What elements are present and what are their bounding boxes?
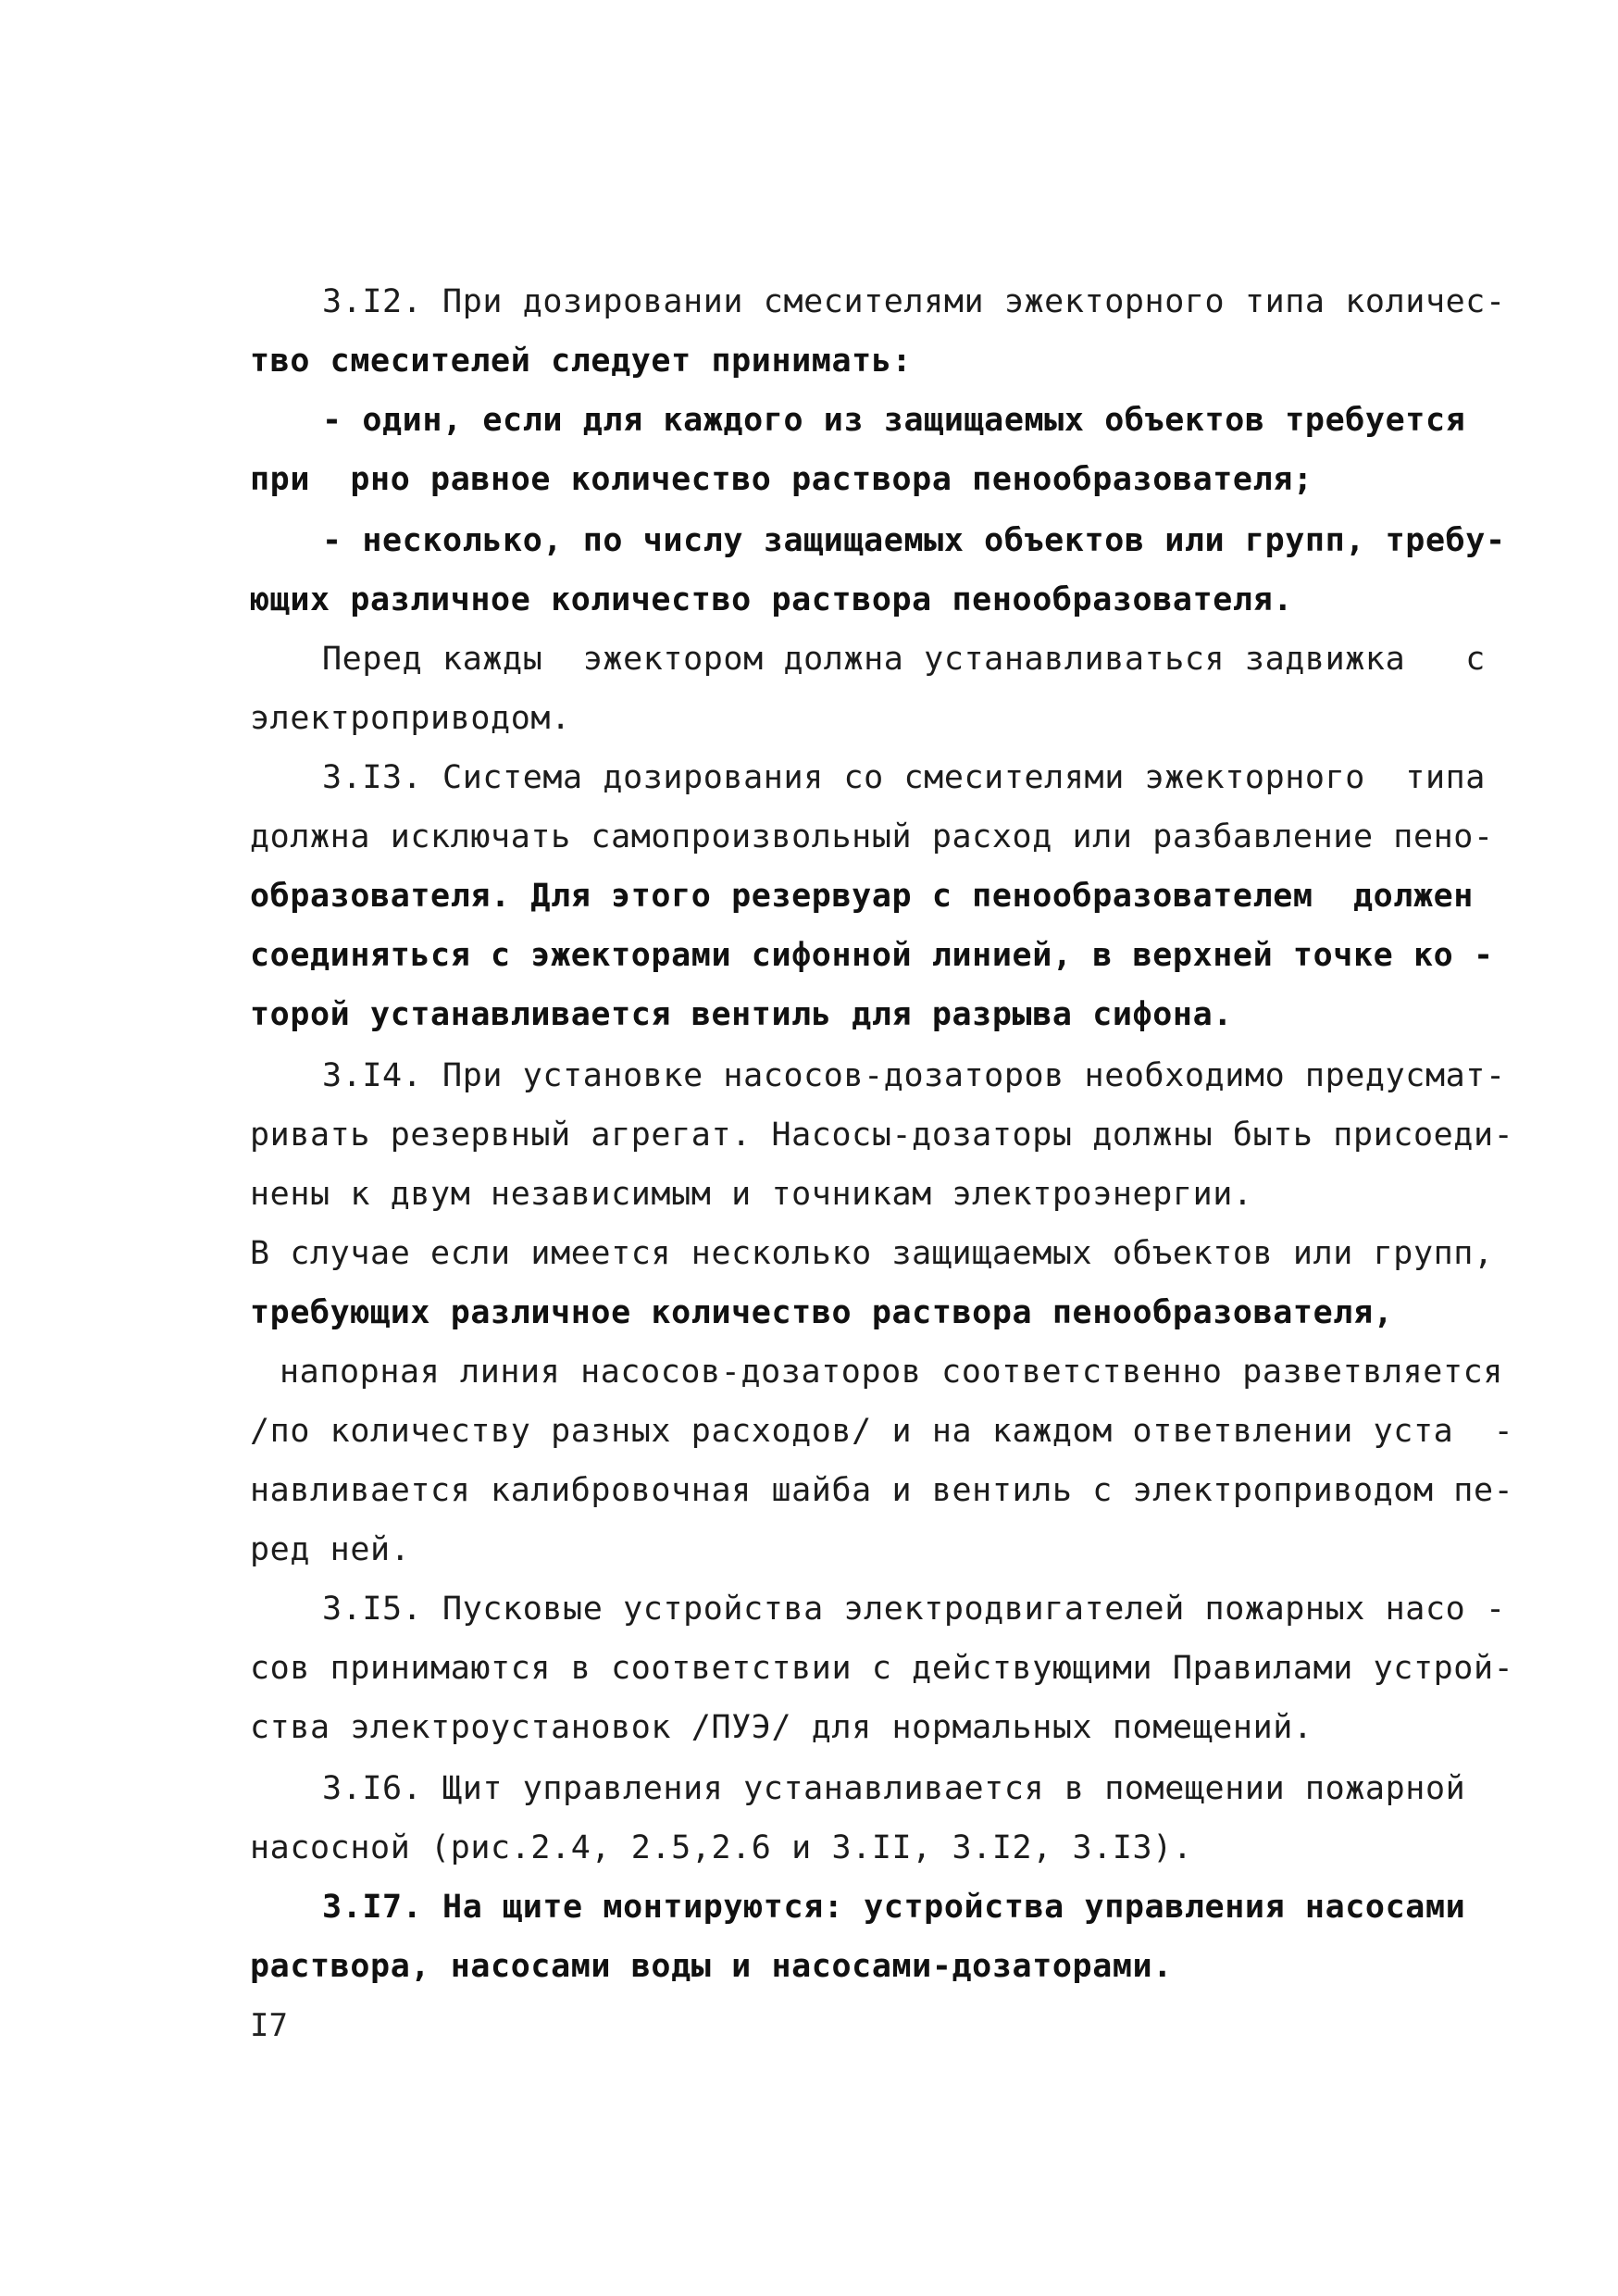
text-line: - один, если для каждого из защищаемых объектов требуется <box>322 402 1466 439</box>
text-line: соединяться с эжекторами сифонной линией, в верхней точке ко - <box>250 937 1494 974</box>
text-line: ства электроустановок /ПУЭ/ для нормальных помещений. <box>250 1709 1313 1746</box>
text-line: напорная линия насосов-дозаторов соответственно разветвляется <box>280 1354 1503 1391</box>
text-line: сов принимаются в соответствии с действующими Правилами устрой- <box>250 1650 1514 1687</box>
text-line: должна исключать самопроизвольный расход или разбавление пено- <box>250 818 1494 855</box>
text-line: электроприводом. <box>250 700 571 737</box>
text-line: /по количеству разных расходов/ и на каждом ответвлении уста - <box>250 1413 1514 1450</box>
text-line: 3.I3. Система дозирования со смесителями эжекторного типа <box>322 759 1486 796</box>
text-line: образователя. Для этого резервуар с пенообразователем должен <box>250 878 1474 915</box>
page-number: I7 <box>250 2007 288 2044</box>
text-line: ривать резервный агрегат. Насосы-дозаторы должны быть присоеди- <box>250 1117 1514 1154</box>
text-line: 3.I7. На щите монтируются: устройства управления насосами <box>322 1889 1466 1926</box>
text-line: тво смесителей следует принимать: <box>250 343 913 380</box>
text-line: - несколько, по числу защищаемых объектов или групп, требу- <box>322 522 1506 559</box>
text-line: ющих различное количество раствора пенообразователя. <box>250 581 1293 618</box>
text-line: ред ней. <box>250 1531 411 1568</box>
text-line: 3.I4. При установке насосов-дозаторов необходимо предусмат- <box>322 1057 1506 1094</box>
text-line: при рно равное количество раствора пенообразователя; <box>250 461 1313 498</box>
text-line: 3.I5. Пусковые устройства электродвигателей пожарных насо - <box>322 1591 1506 1628</box>
text-line: 3.I2. При дозировании смесителями эжекторного типа количес- <box>322 283 1506 320</box>
text-line: 3.I6. Щит управления устанавливается в помещении пожарной <box>322 1770 1466 1807</box>
text-line: Перед кажды эжектором должна устанавливаться задвижка с <box>322 641 1486 678</box>
text-line: раствора, насосами воды и насосами-дозаторами. <box>250 1948 1173 1985</box>
text-line: насосной (рис.2.4, 2.5,2.6 и 3.II, 3.I2, 3.I3). <box>250 1829 1193 1866</box>
text-line: нены к двум независимым и точникам электроэнергии. <box>250 1176 1253 1213</box>
text-line: требующих различное количество раствора пенообразователя, <box>250 1294 1394 1331</box>
text-line: торой устанавливается вентиль для разрыва сифона. <box>250 996 1233 1033</box>
text-line: В случае если имеется несколько защищаемых объектов или групп, <box>250 1235 1494 1272</box>
text-line: навливается калибровочная шайба и вентиль с электроприводом пе- <box>250 1472 1514 1509</box>
